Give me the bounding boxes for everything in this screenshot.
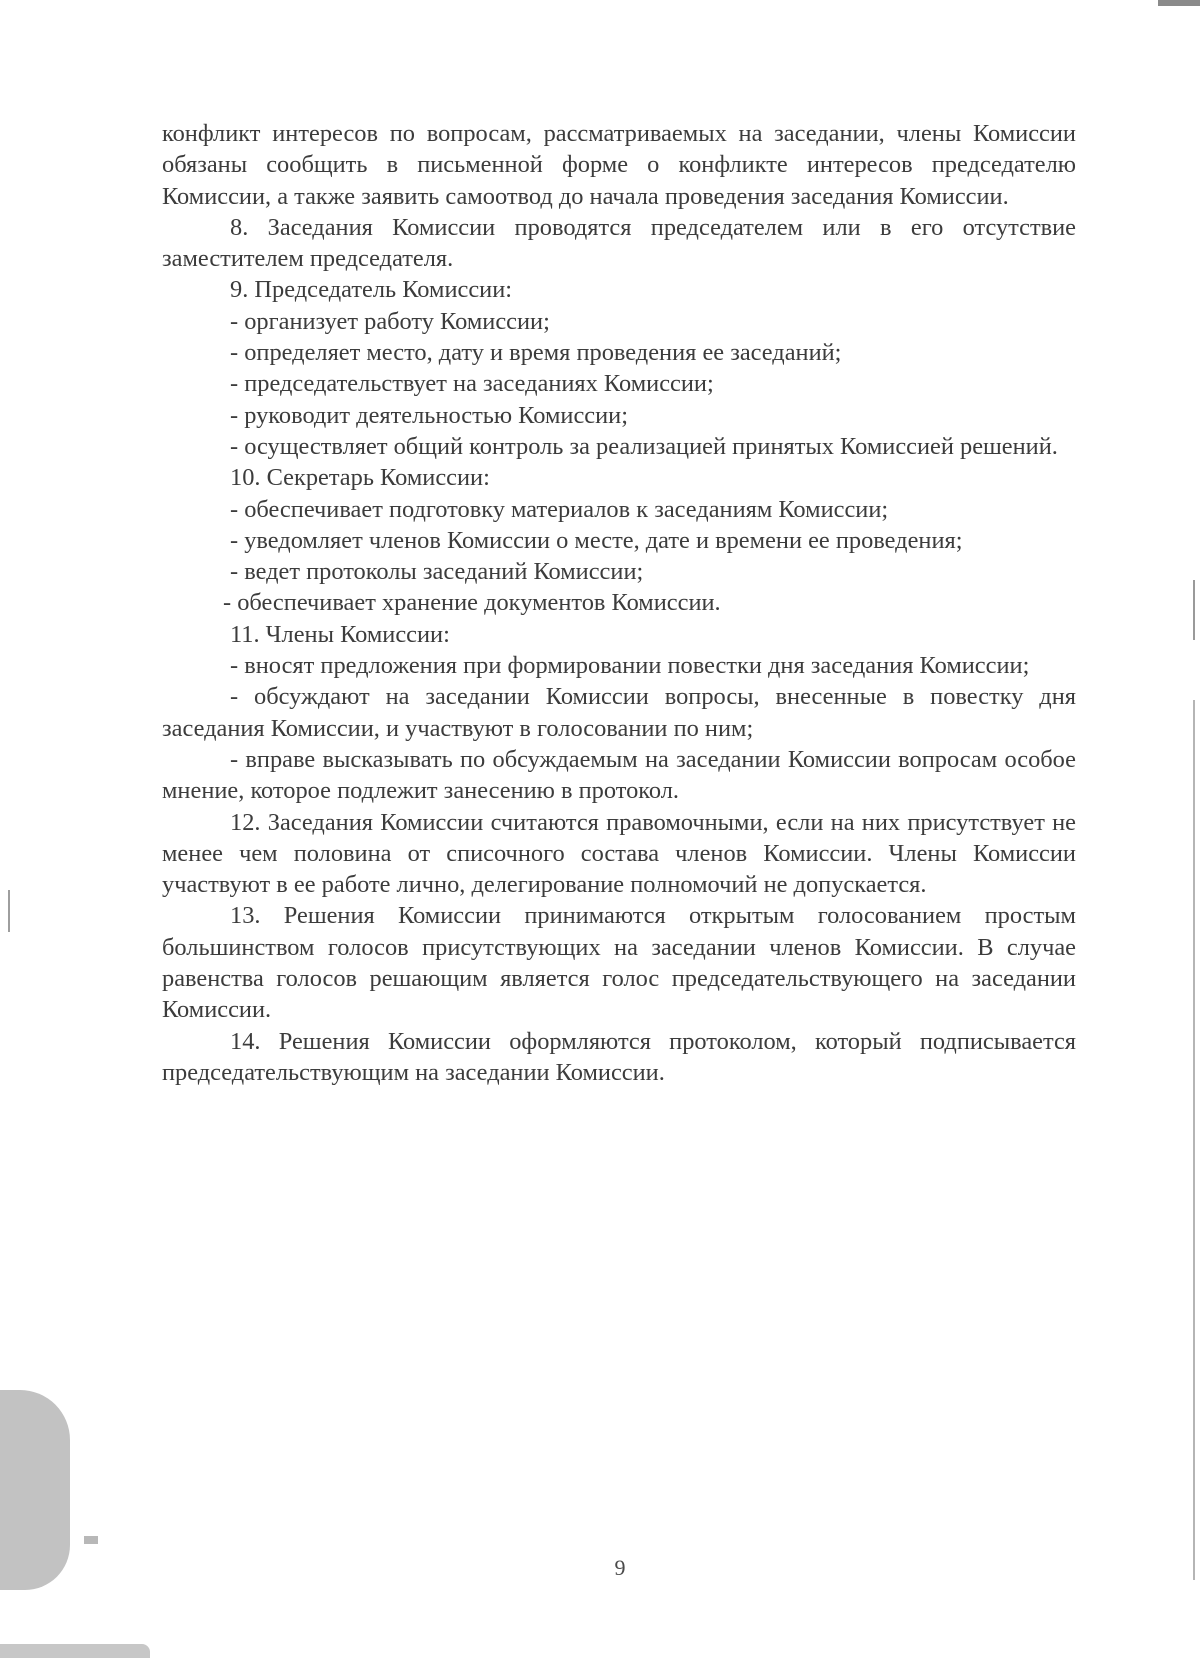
list-item: - осуществляет общий контроль за реализацией принятых Комиссией решений. — [230, 432, 1058, 460]
section-heading: 11. Члены Комиссии: — [230, 620, 450, 648]
paragraph: 12. Заседания Комиссии считаются правомочными, если на них присутствует не менее чем половина от списочного состава членов Комиссии. Члены Комиссии участвуют в ее работе лично, делегирование полномочий не допускается. — [162, 808, 1076, 899]
list-item: - руководит деятельностью Комиссии; — [230, 401, 628, 429]
scan-edge-right — [1193, 580, 1195, 640]
section-heading: 9. Председатель Комиссии: — [230, 276, 513, 304]
list-item: - определяет место, дату и время проведения ее заседаний; — [230, 339, 842, 367]
list-item: - вправе высказывать по обсуждаемым на заседании Комиссии вопросам особое мнение, которое подлежит занесению в протокол. — [162, 745, 1076, 805]
list-item: - обеспечивает подготовку материалов к заседаниям Комиссии; — [230, 495, 889, 523]
list-item: - ведет протоколы заседаний Комиссии; — [230, 558, 644, 586]
scan-shadow-bottom — [0, 1644, 150, 1658]
scan-artifact-dot — [84, 1536, 98, 1544]
list-item: - обсуждают на заседании Комиссии вопросы, внесенные в повестку дня заседания Комиссии, и участвуют в голосовании по ним; — [162, 683, 1076, 742]
list-item: - председательствует на заседаниях Комиссии; — [230, 370, 714, 398]
section-heading: 10. Секретарь Комиссии: — [230, 464, 490, 492]
list-item: - уведомляет членов Комиссии о месте, дате и времени ее проведения; — [230, 526, 963, 554]
list-item: - вносят предложения при формировании повестки дня заседания Комиссии; — [230, 652, 1030, 680]
document-body — [162, 118, 1076, 1088]
list-item: - обеспечивает хранение документов Комиссии. — [223, 589, 721, 617]
paragraph: 8. Заседания Комиссии проводятся председателем или в его отсутствие заместителем председателя. — [162, 213, 1076, 273]
paragraph: конфликт интересов по вопросам, рассматриваемых на заседании, члены Комиссии обязаны сообщить в письменной форме о конфликте интересов председателю Комиссии, а также заявить самоотвод до начала проведения заседания Комиссии. — [162, 120, 1076, 210]
scan-shadow — [0, 1390, 70, 1590]
paragraph: 14. Решения Комиссии оформляются протоколом, который подписывается председательствующим на заседании Комиссии. — [162, 1027, 1076, 1086]
scan-edge-left — [8, 890, 10, 932]
paragraph: 13. Решения Комиссии принимаются открытым голосованием простым большинством голосов присутствующих на заседании членов Комиссии. В случае равенства голосов решающим является голос председательствующего на заседании Комиссии. — [162, 902, 1076, 1024]
scan-edge-right — [1193, 700, 1195, 1580]
scan-artifact-top — [1158, 0, 1200, 6]
page-number: 9 — [614, 1555, 626, 1580]
list-item: - организует работу Комиссии; — [230, 307, 550, 335]
